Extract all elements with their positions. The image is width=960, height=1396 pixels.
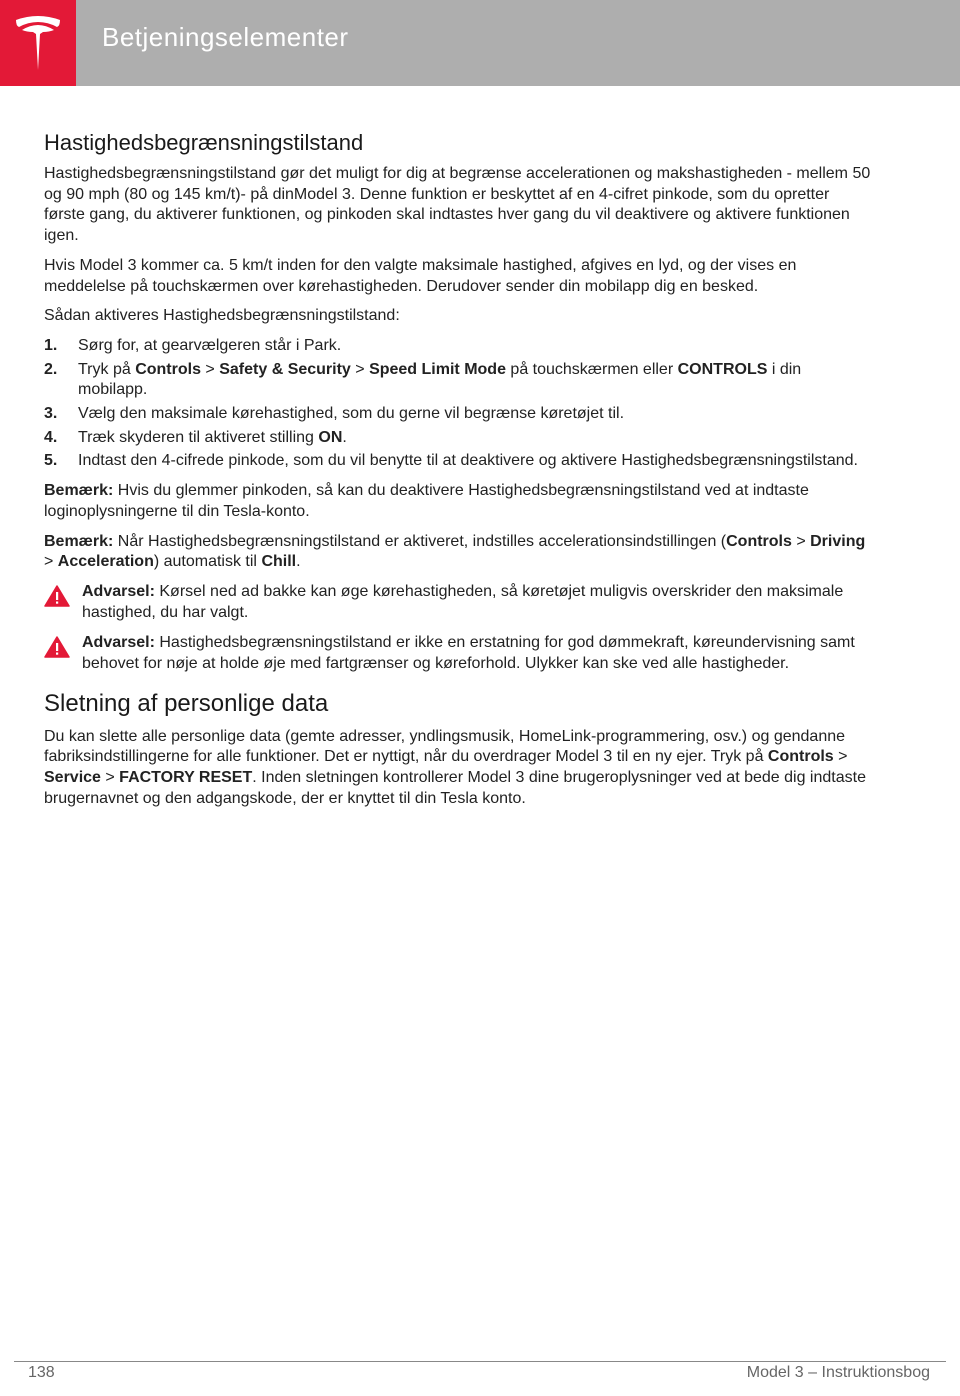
- note-forgot-pin: Bemærk: Hvis du glemmer pinkoden, så kan du deaktivere Hastighedsbegrænsningstilstand ved at indtaste loginoplysningerne til din Tesla-konto.: [44, 482, 809, 520]
- step-4: 4. Træk skyderen til aktiveret stilling ON.: [44, 428, 347, 446]
- speed-limit-intro: Hastighedsbegrænsningstilstand gør det muligt for dig at begrænse accelerationen og makshastigheden - mellem 50 og 90 mph (80 og 145 km/t)- på dinModel 3. Denne funktion er beskyttet af en 4-cifret pinkode, som du opretter første gang, du aktiverer funktionen, og pinkoden skal indtastes hver gang du vil deaktivere og aktivere funktionen igen.: [44, 165, 871, 245]
- warning-downhill: Advarsel: Kørsel ned ad bakke kan øge kørehastigheden, så køretøjet muligvis overskrider den maksimale hastighed, du har valgt.: [44, 582, 874, 623]
- page-header: [0, 0, 960, 86]
- activation-intro: Sådan aktiveres Hastighedsbegrænsningstilstand:: [44, 307, 400, 325]
- delete-data-text: Du kan slette alle personlige data (gemte adresser, yndlingsmusik, HomeLink-programmering, osv.) og gendanne fabriksindstillingerne for alle funktioner. Det er nyttigt, når du overdrager Model 3 til en ny ejer. Tryk på Controls > Service > FACTORY RESET. Inden sletningen kontrollerer Model 3 dine brugeroplysninger ved at bede dig indtaste brugernavnet og den adgangskode, der er knyttet til din Tesla konto.: [44, 727, 866, 807]
- speed-limit-heading: Hastighedsbegrænsningstilstand: [44, 130, 364, 155]
- brand-logo: [0, 0, 76, 86]
- speed-limit-alert-info: Hvis Model 3 kommer ca. 5 km/t inden for den valgte maksimale hastighed, afgives en lyd, og der vises en meddelelse på touchskærmen over kørehastigheden. Derudover sender din mobilapp dig en besked.: [44, 256, 797, 295]
- page-number: 138: [28, 1364, 55, 1381]
- step-2: 2. Tryk på Controls > Safety & Security > Speed Limit Mode på touchskærmen eller CONTROLS i din mobilapp.: [44, 360, 802, 399]
- warning-triangle-icon: [44, 585, 70, 607]
- step-5: 5. Indtast den 4-cifrede pinkode, som du vil benytte til at deaktivere og aktivere Hastighedsbegrænsningstilstand.: [44, 452, 858, 470]
- tesla-logo-icon: [14, 14, 62, 72]
- activation-steps: [44, 336, 874, 472]
- note-acceleration: Bemærk: Når Hastighedsbegrænsningstilstand er aktiveret, indstilles accelerationsindstillingen (Controls > Driving > Acceleration) automatisk til Chill.: [44, 532, 866, 571]
- warning-triangle-icon: [44, 636, 70, 658]
- footer-doc-title: Model 3 – Instruktionsbog: [746, 1364, 930, 1381]
- warning-judgement: Advarsel: Hastighedsbegrænsningstilstand er ikke en erstatning for god dømmekraft, køreundervisning samt behovet for nøje at holde øje med fartgrænser og køreforhold. Ulykker kan ske ved alle hastigheder.: [44, 633, 874, 674]
- step-3: 3. Vælg den maksimale kørehastighed, som du gerne vil begrænse køretøjet til.: [44, 405, 625, 423]
- delete-data-heading: Sletning af personlige data: [44, 689, 329, 717]
- section-title: Betjeningselementer: [102, 22, 349, 52]
- page-content: [44, 128, 874, 819]
- footer-divider: [14, 1361, 946, 1362]
- step-1: 1. Sørg for, at gearvælgeren står i Park.: [44, 336, 342, 354]
